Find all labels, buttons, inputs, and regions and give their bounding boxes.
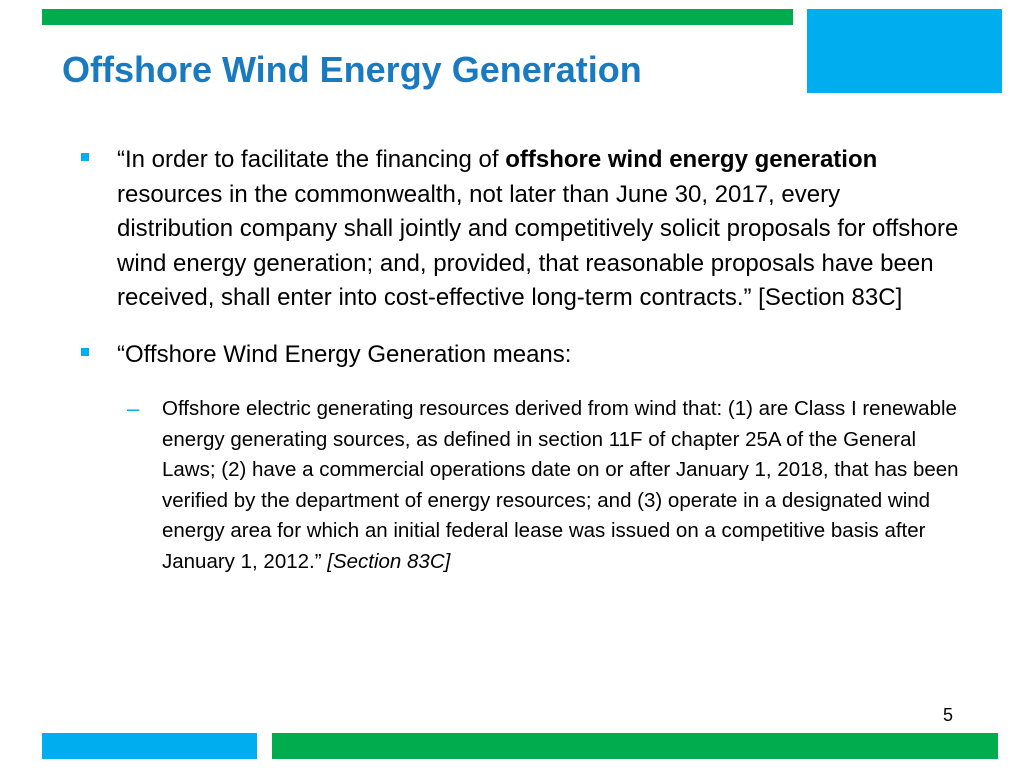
top-blue-block: [807, 9, 1002, 93]
bullet-definition: [80, 338, 960, 373]
sub-bullet-text: Offshore electric generating resources derived from wind that: (1) are Class I renewable energy generating sources, as defined in section 11F of chapter 25A of the General Laws; (2) have a commercial operations date on or after January 1, 2018, that has been verified by the department of energy resources; and (3) operate in a designated wind energy area for which an initial federal lease was issued on a competitive basis after January 1, 2012.”: [162, 397, 959, 573]
top-green-bar: [42, 9, 793, 25]
bottom-blue-bar: [42, 733, 257, 759]
bullet-financing: [80, 143, 960, 316]
bullet-definition-text: “Offshore Wind Energy Generation means:: [117, 340, 572, 368]
square-bullet-icon: [81, 153, 89, 161]
bottom-green-bar: [272, 733, 998, 759]
bullet-text-pre: “In order to facilitate the financing of: [117, 146, 506, 173]
bullet-text-bold: offshore wind energy generation: [505, 146, 878, 173]
square-bullet-icon: [81, 348, 89, 356]
bullet-text-post: resources in the commonwealth, not later than June 30, 2017, every distribution company shall jointly and competitively solicit proposals for offshore wind energy generation; and, provided, that reasonable proposals have been received, shall enter into cost-effective long-term contracts.” [Section 83C]: [117, 180, 959, 311]
slide-content: [80, 143, 960, 577]
dash-bullet-icon: –: [127, 396, 140, 421]
sub-bullet-definition: [127, 394, 960, 577]
sub-bullet-citation: [Section 83C]: [327, 549, 451, 573]
page-number: 5: [943, 705, 954, 725]
slide-title: Offshore Wind Energy Generation: [62, 49, 642, 90]
